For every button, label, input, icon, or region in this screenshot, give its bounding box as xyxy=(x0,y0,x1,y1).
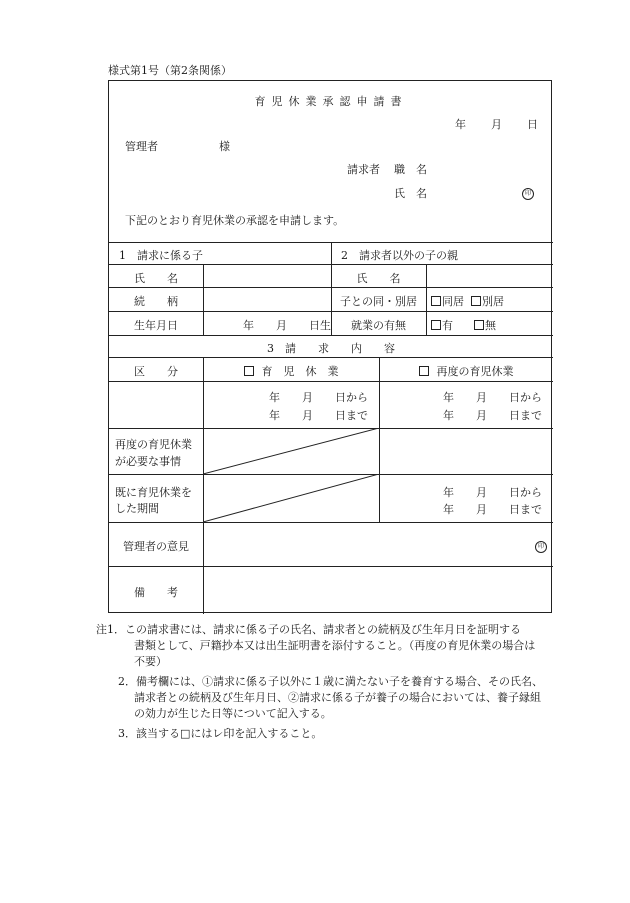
s1-relation-label: 続 柄 xyxy=(134,295,178,308)
form-title: 育児休業承認申請書 xyxy=(254,95,408,108)
note-3: 3．該当する□にはレ印を記入すること。 xyxy=(118,727,323,740)
seal-icon: 印 xyxy=(522,188,534,200)
period-to-2: 年 月 日まで xyxy=(443,409,542,422)
checkbox-yes[interactable] xyxy=(431,320,441,330)
reason-label-1: 再度の育児休業 xyxy=(115,438,192,451)
past-label-2: した期間 xyxy=(115,502,159,515)
checkbox-no[interactable] xyxy=(474,320,484,330)
form-id: 様式第1号（第2条関係） xyxy=(108,64,232,77)
applicant-name: 氏 名 xyxy=(394,187,427,200)
note-1-line-2: 書類として、戸籍抄本又は出生証明書を添付すること。（再度の育児休業の場合は xyxy=(134,639,536,652)
intro-text: 下記のとおり育児休業の承認を申請します。 xyxy=(125,214,345,227)
checkbox-repeat[interactable] xyxy=(419,366,429,376)
section3-title: 3 請 求 内 容 xyxy=(267,342,395,355)
past-to: 年 月 日まで xyxy=(443,503,542,516)
col-childcare: 育 児 休 業 xyxy=(203,363,379,379)
s2-cohabit-options: 同居 別居 xyxy=(431,293,504,309)
period-from-1: 年 月 日から xyxy=(269,391,368,404)
manager-opinion-label: 管理者の意見 xyxy=(123,540,189,553)
past-label-1: 既に育児休業を xyxy=(115,486,192,499)
reason-label-2: が必要な事情 xyxy=(115,455,181,468)
col-repeat: 再度の育児休業 xyxy=(379,363,553,379)
period-to-1: 年 月 日まで xyxy=(269,409,368,422)
past-diagonal xyxy=(203,474,379,522)
note-2-line-2: 請求者との続柄及び生年月日、②請求に係る子が養子の場合においては、養子縁組 xyxy=(134,691,541,704)
s2-name-label: 氏 名 xyxy=(356,272,401,285)
date-month: 月 xyxy=(491,118,502,131)
applicant-position: 職 名 xyxy=(394,163,427,176)
s2-employment-label: 就業の有無 xyxy=(351,319,406,332)
checkbox-childcare[interactable] xyxy=(244,366,254,376)
seal-icon: 印 xyxy=(535,541,547,553)
s1-birthdate-value: 年 月 日生 xyxy=(243,319,331,332)
applicant-seal xyxy=(522,185,534,200)
note-1: 注1．この請求書には、請求に係る子の氏名、請求者との続柄及び生年月日を証明する xyxy=(96,623,521,636)
s2-employment-options: 有 無 xyxy=(431,317,496,333)
checkbox-apart[interactable] xyxy=(471,296,481,306)
division-label: 区 分 xyxy=(134,365,178,378)
period-from-2: 年 月 日から xyxy=(443,391,542,404)
s1-birthdate-label: 生年月日 xyxy=(134,319,178,332)
addressee-suffix: 様 xyxy=(219,140,230,153)
section2-title: 2 請求者以外の子の親 xyxy=(341,249,458,262)
manager-seal xyxy=(535,538,547,553)
reason-diagonal xyxy=(203,428,379,474)
addressee-label: 管理者 xyxy=(125,140,158,153)
section1-title: 1 請求に係る子 xyxy=(119,249,203,262)
remarks-label: 備 考 xyxy=(134,586,178,599)
past-from: 年 月 日から xyxy=(443,486,542,499)
note-2-line-3: の効力が生じた日等について記入する。 xyxy=(134,707,332,720)
date-day: 日 xyxy=(527,118,538,131)
note-1-line-3: 不要） xyxy=(134,655,167,668)
s2-cohabit-label: 子との同・別居 xyxy=(340,295,417,308)
applicant-label: 請求者 xyxy=(347,163,380,176)
s1-name-label: 氏 名 xyxy=(134,272,178,285)
checkbox-together[interactable] xyxy=(431,296,441,306)
application-form xyxy=(108,80,552,613)
note-2: 2．備考欄には、①請求に係る子以外に１歳に満たない子を養育する場合、その氏名、 xyxy=(118,675,543,688)
date-year: 年 xyxy=(455,118,466,131)
